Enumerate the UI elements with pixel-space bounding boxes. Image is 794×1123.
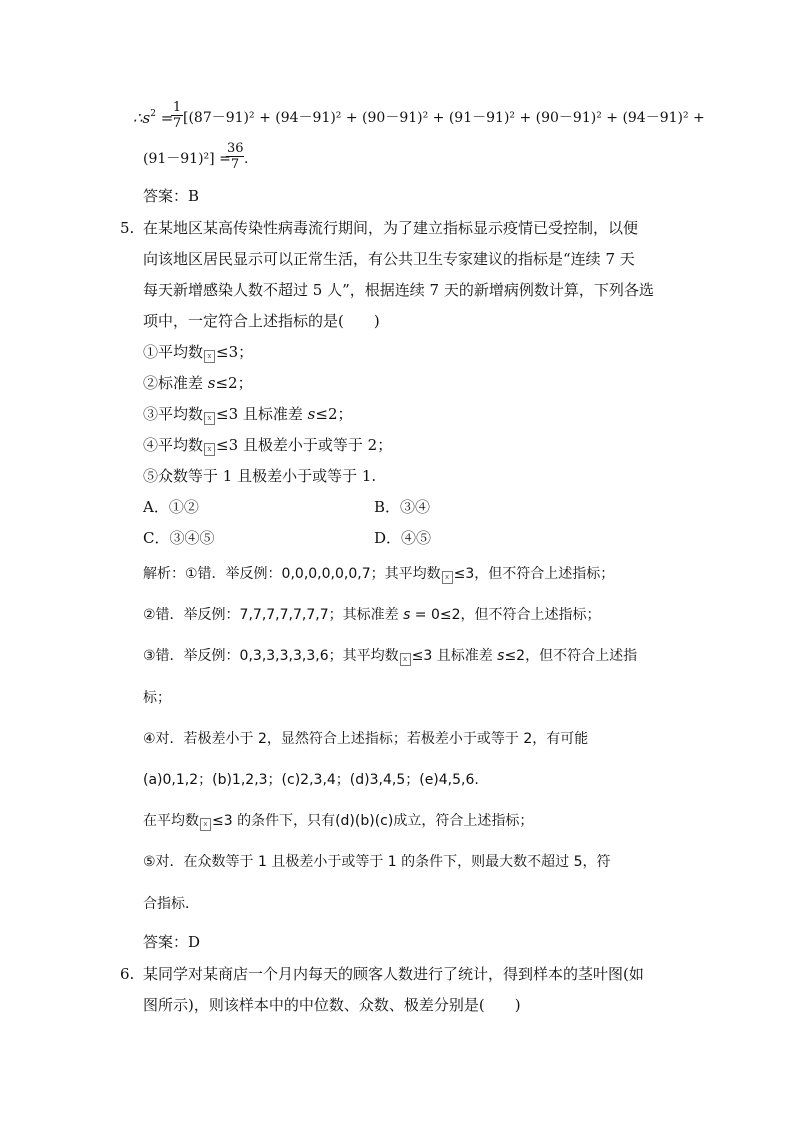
- variance-formula-line2: (91－91)²] =: [143, 151, 231, 167]
- formula-equals: =: [155, 109, 174, 127]
- xbar-symbol-icon: x: [204, 350, 215, 363]
- formula-prefix: ∴s: [133, 109, 151, 127]
- question-6-number: 6.: [120, 965, 135, 983]
- solution-6-text: 在平均数: [143, 813, 199, 829]
- solution-line-6: [143, 811, 533, 831]
- question-5-line-4: 项中，一定符合上述指标的是( ): [143, 312, 380, 330]
- xbar-symbol-icon: x: [204, 443, 215, 456]
- item-4: [143, 435, 392, 456]
- item-2-s: s: [207, 374, 216, 392]
- item-2: [143, 373, 253, 393]
- solution-line-5: (a)0,1,2；(b)1,2,3；(c)2,3,4；(d)3,4,5；(e)4,5,6.: [143, 772, 479, 788]
- question-6-line-1: 某同学对某商店一个月内每天的顾客人数进行了统计，得到样本的茎叶图(如: [143, 965, 644, 983]
- fraction-36-7: [226, 141, 244, 172]
- item-2-cond: ≤2；: [215, 374, 253, 392]
- solution-line-7: ⑤对．在众数等于 1 且极差小于或等于 1 的条件下，则最大数不超过 5，符: [143, 854, 611, 870]
- solution-line-2: [143, 605, 601, 625]
- variance-formula-line1: [133, 108, 173, 128]
- question-5-line-2: 向该地区居民显示可以正常生活，有公共卫生专家建议的指标是“连续 7 天: [143, 250, 635, 268]
- solution-2-s: s: [403, 607, 411, 623]
- solution-line-3: [143, 646, 637, 666]
- fraction2-numerator: 36: [227, 141, 244, 156]
- solution-3-cond: ≤3 且标准差: [411, 648, 498, 664]
- solution-1-cond: ≤3，但不符合上述指标；: [453, 566, 615, 582]
- solution-line-1: [143, 564, 614, 584]
- solution-line-3b: 标；: [143, 690, 171, 706]
- solution-3-cond2: ≤2，但不符合上述指: [504, 648, 638, 664]
- formula-terms: [(87－91)² + (94－91)² + (90－91)² + (91－91)² + (90－91)² + (94－91)² +: [183, 110, 705, 126]
- xbar-symbol-icon: x: [442, 571, 453, 584]
- option-d: D．④⑤: [374, 529, 432, 547]
- solution-3-s: s: [497, 648, 505, 664]
- fraction-one-seventh: [171, 100, 183, 131]
- solution-line-4: ④对．若极差小于 2，显然符合上述指标；若极差小于或等于 2，有可能: [143, 731, 589, 747]
- formula-period: .: [244, 151, 249, 167]
- item-3-cond2: ≤2；: [315, 405, 353, 423]
- item-2-text: ②标准差: [143, 374, 208, 392]
- solution-line-8: 合指标．: [143, 896, 199, 912]
- fraction-numerator: 1: [172, 100, 182, 115]
- xbar-symbol-icon: x: [200, 818, 211, 831]
- option-a: A．①②: [143, 498, 199, 516]
- solution-1-text: 解析：①错．举反例：0,0,0,0,0,0,7；其平均数: [143, 566, 441, 582]
- xbar-symbol-icon: x: [400, 653, 411, 666]
- item-4-cond: ≤3 且极差小于或等于 2；: [216, 436, 393, 454]
- answer-q4: 答案：B: [143, 187, 200, 205]
- item-4-text: ④平均数: [143, 436, 204, 454]
- solution-3-text: ③错．举反例：0,3,3,3,3,3,6；其平均数: [143, 648, 399, 664]
- item-3-cond: ≤3 且标准差: [216, 405, 308, 423]
- question-5-line-1: 在某地区某高传染性病毒流行期间，为了建立指标显示疫情已受控制，以便: [143, 219, 639, 237]
- option-b: B．③④: [374, 498, 431, 516]
- xbar-symbol-icon: x: [204, 412, 215, 425]
- item-3-s: s: [307, 405, 316, 423]
- option-c: C．③④⑤: [143, 529, 215, 547]
- solution-6-cond: ≤3 的条件下，只有(d)(b)(c)成立，符合上述指标；: [212, 813, 534, 829]
- item-1-text: ①平均数: [143, 343, 204, 361]
- item-3: [143, 404, 353, 425]
- solution-2-text: ②错．举反例：7,7,7,7,7,7,7；其标准差: [143, 607, 404, 623]
- formula-square: 2: [150, 109, 156, 119]
- question-5-line-3: 每天新增感染人数不超过 5 人”，根据连续 7 天的新增病例数计算，下列各选: [143, 281, 654, 299]
- answer-q5: 答案：D: [143, 933, 201, 951]
- item-5: ⑤众数等于 1 且极差小于或等于 1.: [143, 467, 377, 485]
- solution-2-cond: = 0≤2，但不符合上述指标；: [410, 607, 601, 623]
- item-3-text: ③平均数: [143, 405, 204, 423]
- question-6-line-2: 图所示)，则该样本中的中位数、众数、极差分别是( ): [143, 996, 521, 1014]
- fraction2-denominator: 7: [230, 157, 240, 172]
- item-1-cond: ≤3；: [216, 343, 254, 361]
- question-5-number: 5.: [120, 219, 135, 237]
- item-1: [143, 342, 253, 363]
- fraction-denominator: 7: [172, 116, 182, 131]
